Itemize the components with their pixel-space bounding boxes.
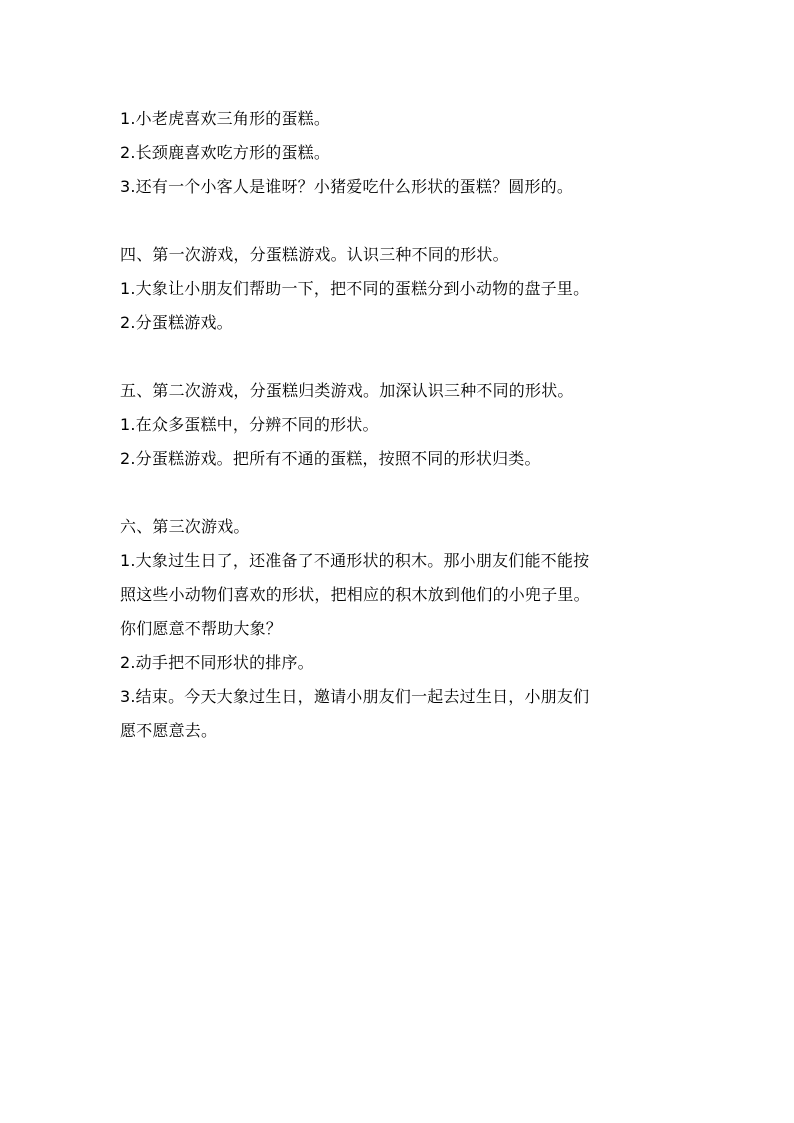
section-heading: 五、第二次游戏，分蛋糕归类游戏。加深认识三种不同的形状。 xyxy=(120,381,574,400)
text-line: 2.长颈鹿喜欢吃方形的蛋糕。 xyxy=(120,143,331,162)
text-line: 2.分蛋糕游戏。把所有不通的蛋糕，按照不同的形状归类。 xyxy=(120,449,541,468)
text-line: 3.还有一个小客人是谁呀？小猪爱吃什么形状的蛋糕？圆形的。 xyxy=(120,177,574,196)
text-line: 你们愿意不帮助大象？ xyxy=(120,619,283,638)
text-line: 1.大象让小朋友们帮助一下，把不同的蛋糕分到小动物的盘子里。 xyxy=(120,279,590,298)
text-line: 照这些小动物们喜欢的形状，把相应的积木放到他们的小兜子里。 xyxy=(120,585,590,604)
section-gap xyxy=(120,476,680,510)
intro-list xyxy=(120,102,680,204)
section-gap xyxy=(120,204,680,238)
section-four xyxy=(120,238,680,340)
text-line: 1.大象过生日了，还准备了不通形状的积木。那小朋友们能不能按 xyxy=(120,551,590,570)
document-body xyxy=(120,102,680,748)
text-line: 愿不愿意去。 xyxy=(120,721,218,740)
section-heading: 六、第三次游戏。 xyxy=(120,517,250,536)
text-line: 3.结束。今天大象过生日，邀请小朋友们一起去过生日，小朋友们 xyxy=(120,687,590,706)
text-line: 2.动手把不同形状的排序。 xyxy=(120,653,314,672)
section-gap xyxy=(120,340,680,374)
text-line: 1.小老虎喜欢三角形的蛋糕。 xyxy=(120,109,331,128)
section-heading: 四、第一次游戏，分蛋糕游戏。认识三种不同的形状。 xyxy=(120,245,509,264)
text-line: 2.分蛋糕游戏。 xyxy=(120,313,233,332)
section-five xyxy=(120,374,680,476)
text-line: 1.在众多蛋糕中，分辨不同的形状。 xyxy=(120,415,379,434)
section-six xyxy=(120,510,680,748)
